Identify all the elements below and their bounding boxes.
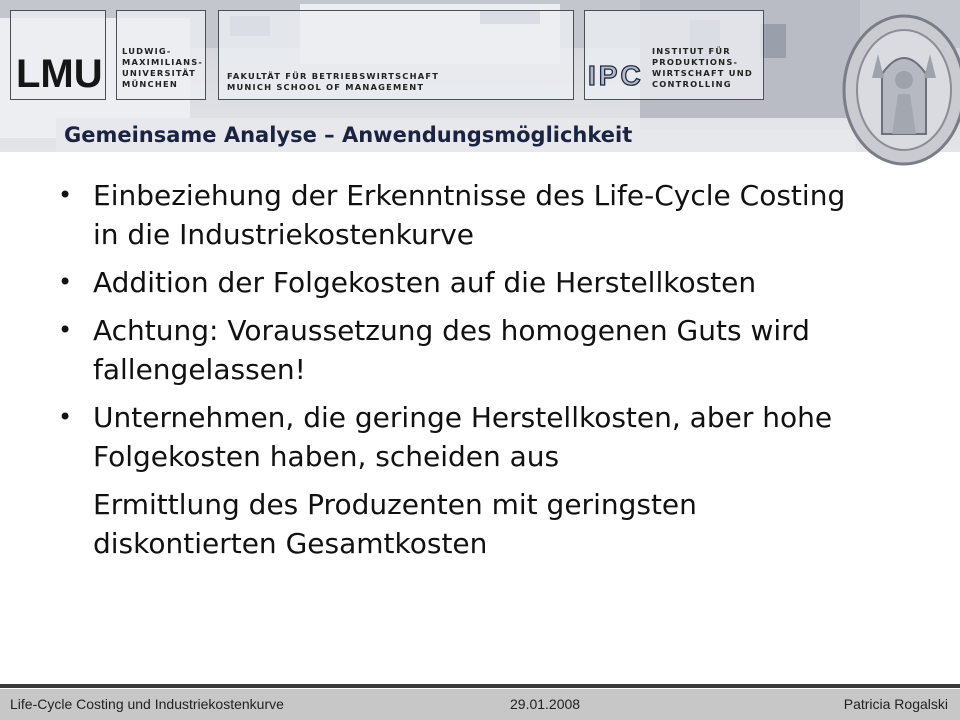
conclusion-text: Ermittlung des Produzenten mit geringsten diskontierten Gesamtkosten: [93, 488, 697, 560]
conclusion-item: [54, 485, 874, 563]
bullet-text: Unternehmen, die geringe Herstellkosten, aber hohe Folgekosten haben, scheiden aus: [93, 401, 833, 473]
bullet-item: [54, 176, 874, 254]
header-band: [0, 0, 960, 152]
footer-date: 29.01.2008: [510, 696, 581, 712]
university-seal-icon: [842, 14, 960, 166]
slide-content: [54, 176, 874, 563]
bullet-dot: •: [58, 316, 73, 344]
bullet-text: Einbeziehung der Erkenntnisse des Life-Cycle Costing in die Industriekostenkurve: [93, 179, 846, 251]
faculty-name: FAKULTÄT FÜR BETRIEBSWIRTSCHAFT MUNICH SCHOOL OF MANAGEMENT: [227, 71, 440, 92]
footer-bar: [0, 689, 960, 720]
footer-topic: Life-Cycle Costing und Industriekostenkurve: [10, 696, 284, 712]
footer-rule: [0, 684, 960, 688]
bullet-text: Achtung: Voraussetzung des homogenen Guts wird fallengelassen!: [93, 314, 810, 386]
bullet-item: [54, 263, 874, 302]
ipc-logo: IPC: [588, 60, 644, 91]
university-name: LUDWIG- MAXIMILIANS- UNIVERSITÄT MÜNCHEN: [122, 46, 204, 89]
lmu-logo: LMU: [16, 52, 103, 96]
bullet-item: [54, 398, 874, 476]
institute-name: INSTITUT FÜR PRODUKTIONS- WIRTSCHAFT UND CONTROLLING: [652, 46, 753, 89]
bullet-text: Addition der Folgekosten auf die Herstellkosten: [93, 266, 757, 299]
bullet-dot: •: [58, 181, 73, 209]
slide-title: Gemeinsame Analyse – Anwendungsmöglichkeit: [64, 123, 633, 147]
bullet-item: [54, 311, 874, 389]
bullet-dot: •: [58, 268, 73, 296]
bullet-dot: •: [58, 403, 73, 431]
footer-author: Patricia Rogalski: [843, 696, 948, 712]
